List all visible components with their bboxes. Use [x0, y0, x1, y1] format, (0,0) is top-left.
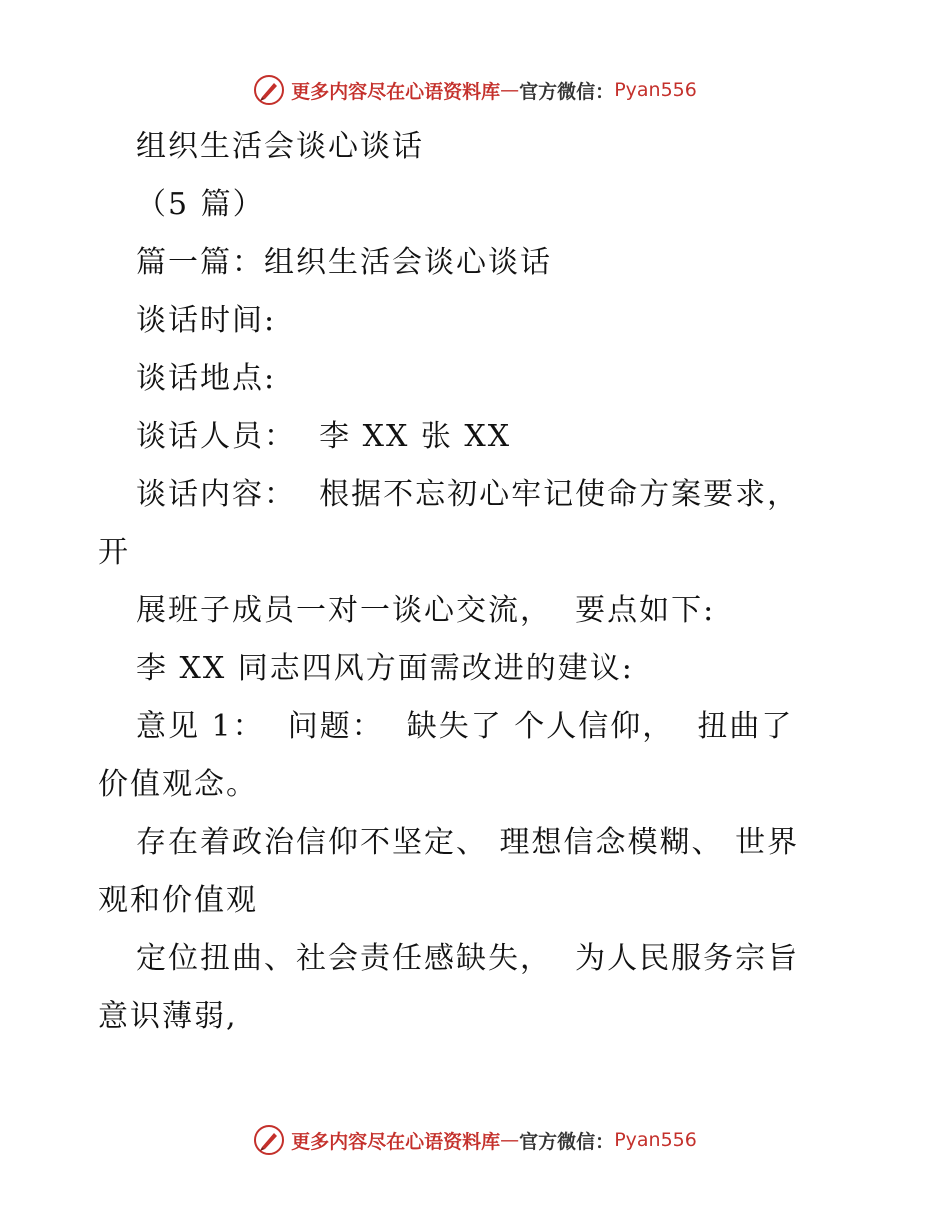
document-body	[98, 118, 858, 1046]
watermark-wechat-id: Pyan556	[614, 79, 697, 101]
footer-watermark	[0, 1120, 950, 1160]
paragraph-line: 意识薄弱,	[98, 999, 238, 1034]
opinion-line: 意见 1： 问题： 缺失了 个人信仰， 扭曲了	[136, 709, 794, 744]
document-title: 组织生活会谈心谈话	[136, 129, 424, 164]
watermark-dash: —	[500, 79, 520, 101]
paragraph-line: 观和价值观	[98, 883, 258, 918]
paragraph-line: 李 XX 同志四风方面需改进的建议:	[136, 651, 634, 686]
watermark-label: 官方微信：	[519, 1130, 615, 1153]
talk-participants-field: 谈话人员： 李 XX 张 XX	[136, 419, 512, 454]
talk-time-field: 谈话时间:	[136, 303, 277, 338]
watermark-label: 官方微信：	[519, 80, 615, 103]
paragraph-line: 价值观念。	[98, 767, 258, 802]
talk-content-line: 谈话内容： 根据不忘初心牢记使命方案要求，	[136, 477, 800, 512]
section-heading: 篇一篇：组织生活会谈心谈话	[136, 245, 552, 280]
feather-pen-logo-icon	[253, 1124, 285, 1156]
paragraph-line: 展班子成员一对一谈心交流， 要点如下:	[136, 593, 716, 628]
paragraph-line: 存在着政治信仰不坚定、 理想信念模糊、 世界	[136, 825, 800, 860]
header-watermark	[0, 70, 950, 110]
watermark-wechat-id: Pyan556	[614, 1129, 697, 1151]
paragraph-line: 开	[98, 535, 130, 570]
watermark-brand: 更多内容尽在心语资料库	[291, 80, 501, 103]
talk-location-field: 谈话地点:	[136, 361, 277, 396]
watermark-brand: 更多内容尽在心语资料库	[291, 1130, 501, 1153]
watermark-dash: —	[500, 1129, 520, 1151]
document-subtitle: （5 篇）	[136, 187, 265, 222]
feather-pen-logo-icon	[253, 74, 285, 106]
paragraph-line: 定位扭曲、社会责任感缺失， 为人民服务宗旨	[136, 941, 800, 976]
